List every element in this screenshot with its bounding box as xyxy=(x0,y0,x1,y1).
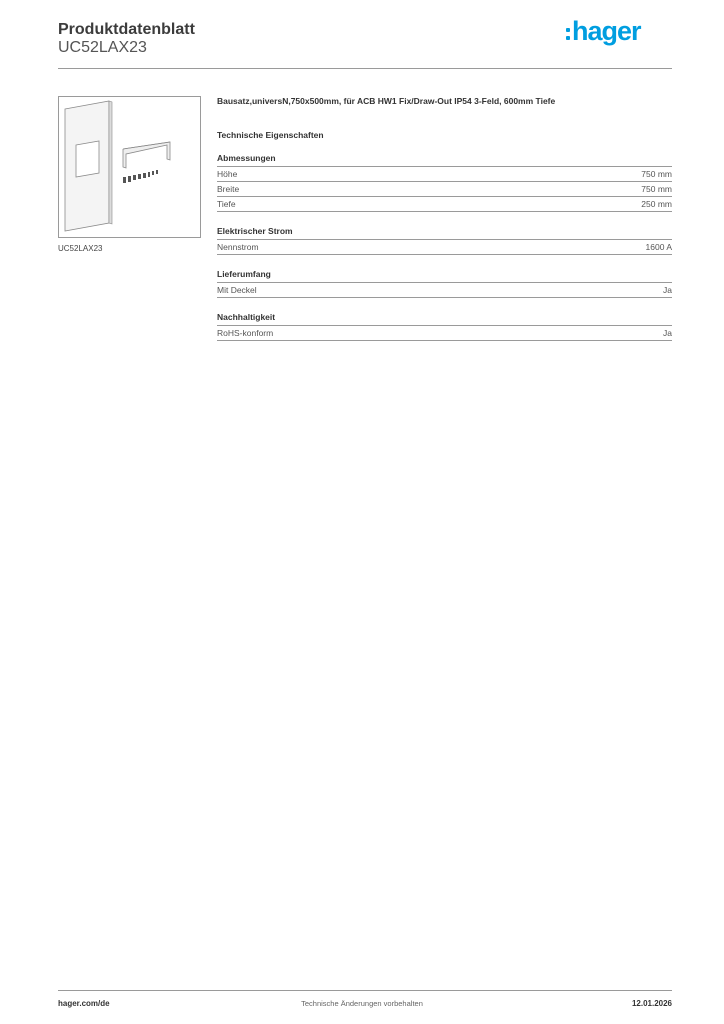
spec-value: Ja xyxy=(663,328,672,338)
group-title: Lieferumfang xyxy=(217,269,672,283)
spec-row xyxy=(217,283,672,298)
header-divider xyxy=(58,68,672,69)
product-details xyxy=(217,96,672,341)
spec-row xyxy=(217,197,672,212)
logo-text: hager xyxy=(572,15,641,46)
spec-label: Mit Deckel xyxy=(217,285,257,295)
group-title: Elektrischer Strom xyxy=(217,226,672,240)
group-elektrischer-strom xyxy=(217,226,672,255)
spec-value: 250 mm xyxy=(641,199,672,209)
footer-divider xyxy=(58,990,672,991)
page-title: Produktdatenblatt xyxy=(58,21,195,38)
spec-label: Breite xyxy=(217,184,240,194)
footer-website-link[interactable]: hager.com/de xyxy=(58,999,110,1008)
spec-label: Nennstrom xyxy=(217,242,259,252)
spec-value: 750 mm xyxy=(641,184,672,194)
image-caption: UC52LAX23 xyxy=(58,244,103,253)
group-lieferumfang xyxy=(217,269,672,298)
group-title: Abmessungen xyxy=(217,153,672,167)
article-number: UC52LAX23 xyxy=(58,39,147,56)
spec-row xyxy=(217,326,672,341)
spec-value: 750 mm xyxy=(641,169,672,179)
product-illustration-icon xyxy=(59,97,200,237)
hager-logo xyxy=(566,14,641,48)
spec-value: 1600 A xyxy=(645,242,672,252)
group-abmessungen xyxy=(217,153,672,212)
spec-row xyxy=(217,240,672,255)
footer-date: 12.01.2026 xyxy=(631,999,672,1008)
logo-dots-icon xyxy=(566,28,570,40)
spec-row xyxy=(217,182,672,197)
technical-heading: Technische Eigenschaften xyxy=(217,130,324,140)
spec-value: Ja xyxy=(663,285,672,295)
footer-notice: Technische Änderungen vorbehalten xyxy=(301,999,423,1008)
product-image xyxy=(58,96,201,238)
product-description: Bausatz,universN,750x500mm, für ACB HW1 Fix/Draw-Out IP54 3-Feld, 600mm Tiefe xyxy=(217,96,556,106)
group-nachhaltigkeit xyxy=(217,312,672,341)
spec-label: Tiefe xyxy=(217,199,236,209)
spec-row xyxy=(217,167,672,182)
group-title: Nachhaltigkeit xyxy=(217,312,672,326)
spec-label: RoHS-konform xyxy=(217,328,274,338)
spec-label: Höhe xyxy=(217,169,238,179)
